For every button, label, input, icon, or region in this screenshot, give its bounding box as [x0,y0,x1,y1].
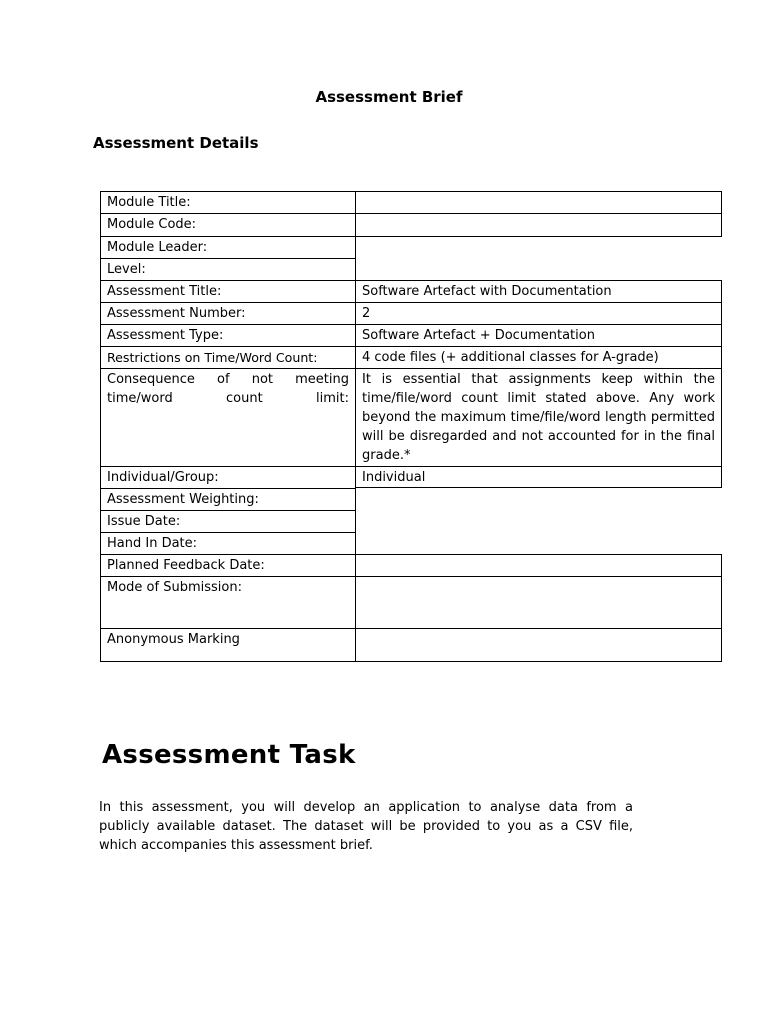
individual-group-label: Individual/Group: [100,466,356,489]
assessment-weighting-label: Assessment Weighting: [100,488,356,511]
assessment-task-heading: Assessment Task [102,740,356,770]
level-label: Level: [100,258,356,281]
anonymous-marking-value [355,628,722,662]
restrictions-value: 4 code files (+ additional classes for A-grade) [355,346,722,369]
consequence-value: It is essential that assignments keep within the time/file/word count limit stated above. Any work beyond the maximum time/file/word length permitted will be disregarded and not accounted for in the final grade.* [355,368,722,467]
mode-of-submission-value [355,576,722,629]
assessment-number-value: 2 [355,302,722,325]
individual-group-value: Individual [355,466,722,488]
assessment-title-label: Assessment Title: [100,280,356,303]
assessment-type-value: Software Artefact + Documentation [355,324,722,347]
anonymous-marking-label: Anonymous Marking [100,628,356,662]
assessment-details-heading: Assessment Details [93,134,259,152]
issue-date-label: Issue Date: [100,510,356,533]
module-code-label: Module Code: [100,213,356,237]
assessment-type-label: Assessment Type: [100,324,356,347]
consequence-label: Consequence of not meeting time/word count limit: [100,368,356,467]
assessment-task-paragraph: In this assessment, you will develop an application to analyse data from a publicly available dataset. The dataset will be provided to you as a CSV file, which accompanies this assessment brief. [99,800,633,853]
assessment-number-label: Assessment Number: [100,302,356,325]
module-code-value [355,213,722,237]
hand-in-date-label: Hand In Date: [100,532,356,555]
mode-of-submission-label: Mode of Submission: [100,576,356,629]
module-title-label: Module Title: [100,191,356,214]
assessment-title-value: Software Artefact with Documentation [355,280,722,303]
planned-feedback-date-value [355,554,722,577]
document-title: Assessment Brief [315,88,463,106]
planned-feedback-date-label: Planned Feedback Date: [100,554,356,577]
module-leader-label: Module Leader: [100,236,356,259]
module-title-value [355,191,722,214]
restrictions-label: Restrictions on Time/Word Count: [100,346,356,369]
